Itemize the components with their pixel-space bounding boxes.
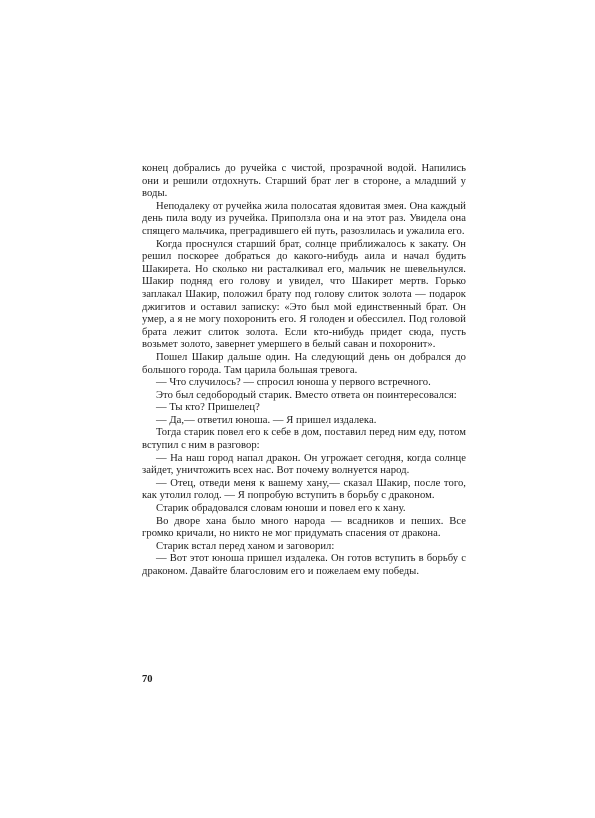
paragraph: — Что случилось? — спросил юноша у первого встречного. [156, 377, 431, 389]
paragraph: Старик обрадовался словам юноши и повел его к хану. [156, 503, 406, 515]
paragraph: Старик встал перед ханом и заговорил: [156, 540, 335, 552]
paragraph: Неподалеку от ручейка жила полосатая ядовитая змея. Она каждый день пила воду из ручейка. Приползла она и на этот раз. Увидела она спящего мальчика, преградившего ей путь, разозлилась и ужалила его. [142, 200, 466, 237]
story-text [142, 163, 466, 579]
page-body [142, 163, 466, 579]
paragraph: — На наш город напал дракон. Он угрожает сегодня, когда солнце зайдет, уничтожить всех нас. Вот почему волнуется народ. [142, 452, 466, 477]
paragraph: Это был седобородый старик. Вместо ответа он поинтересовался: [156, 389, 457, 401]
paragraph: конец добрались до ручейка с чистой, прозрачной водой. Напились они и решили отдохнуть. Старший брат лег в стороне, а младший у воды. [142, 163, 466, 200]
paragraph: Во дворе хана было много народа — всадников и пеших. Все громко кричали, но никто не мог придумать спасения от дракона. [142, 515, 466, 540]
paragraph: Пошел Шакир дальше один. На следующий день он добрался до большого города. Там царила большая тревога. [142, 351, 466, 376]
paragraph: Тогда старик повел его к себе в дом, поставил перед ним еду, потом вступил с ним в разговор: [142, 427, 466, 452]
paragraph: — Вот этот юноша пришел издалека. Он готов вступить в борьбу с драконом. Давайте благословим его и пожелаем ему победы. [142, 553, 466, 577]
paragraph: Когда проснулся старший брат, солнце приближалось к закату. Он решил поскорее добраться до какого-нибудь аила и начал будить Шакирета. Но сколько ни расталкивал его, мальчик не шевельнулся. Шакир подняд его голову и увидел, что Шакирет мертв. Горько заплакал Шакир, положил брату под голову слиток золота — подарок джигитов и оставил записку: «Это был мой единственный брат. Он умер, а я не могу похоронить его. Я голоден и обессилел. Под головой брата лежит слиток золота. Если кто-нибудь придет сюда, пусть возьмет золото, завернет умершего в белый саван и похоронит». [142, 238, 466, 351]
paragraph: — Да,— ответил юноша. — Я пришел издалека. [156, 414, 377, 426]
paragraph: — Ты кто? Пришелец? [156, 402, 260, 414]
paragraph: — Отец, отведи меня к вашему хану,— сказал Шакир, после того, как утолил голод. — Я попробую вступить в борьбу с драконом. [142, 477, 466, 502]
page-number: 70 [142, 674, 153, 685]
